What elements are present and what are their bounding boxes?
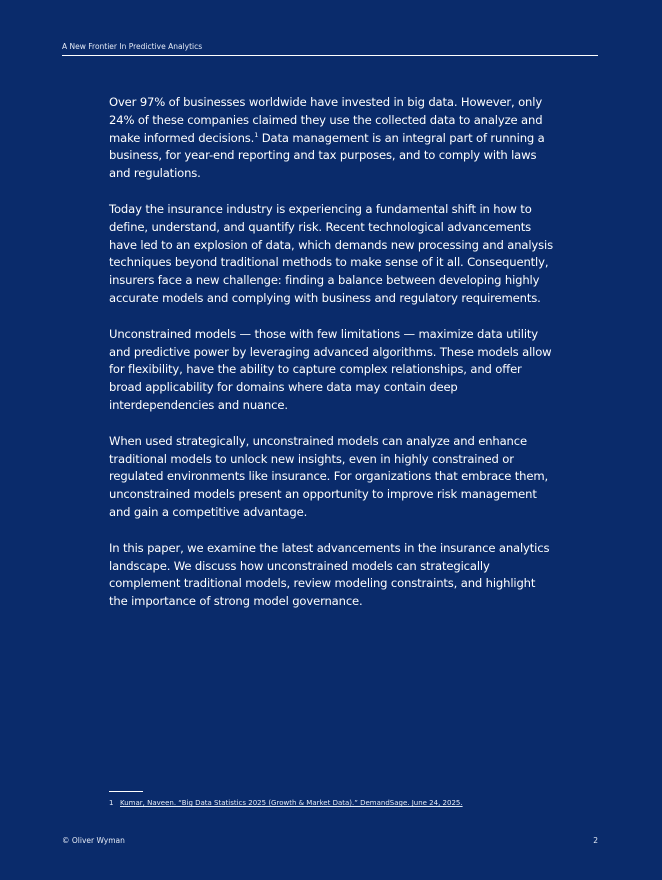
paragraph-4: When used strategically, unconstrained models can analyze and enhance traditional models to unlock new insights, even in highly constrained or regulated environments like insurance. For organizations that embrace them, unconstrained models present an opportunity to improve risk management and gain a competitive advantage. <box>109 433 549 519</box>
paragraph-1-text-cont: Data management is an integral part of running a business, for year-end reporting and tax purposes, and to comply with laws and regulations. <box>109 130 545 181</box>
footnote-ref-1[interactable]: 1 <box>254 130 259 139</box>
paragraph-2: Today the insurance industry is experiencing a fundamental shift in how to define, understand, and quantify risk. Recent technological advancements have led to an explosion of data, which demands new processing and analysis techniques beyond traditional methods to make sense of it all. Consequently, insurers face a new challenge: finding a balance between developing highly accurate models and complying with business and regulatory requirements. <box>109 201 553 305</box>
page-number: 2 <box>593 836 598 845</box>
footnote-divider <box>109 791 143 792</box>
footer-copyright: © Oliver Wyman <box>62 836 125 845</box>
paragraph-5: In this paper, we examine the latest advancements in the insurance analytics landscape. We discuss how unconstrained models can strategically complement traditional models, review modeling constraints, and highlight the importance of strong model governance. <box>109 540 550 609</box>
paragraph-3: Unconstrained models — those with few limitations — maximize data utility and predictive power by leveraging advanced algorithms. These models allow for flexibility, have the ability to capture complex relationships, and offer broad applicability for domains where data may contain deep interdependencies and nuance. <box>109 326 552 412</box>
running-header: A New Frontier In Predictive Analytics <box>62 42 598 56</box>
paragraph-1 <box>109 94 554 183</box>
paragraph-1-text: Over 97% of businesses worldwide have invested in big data. However, only 24% of these companies claimed they use the collected data to analyze and make informed decisions. <box>109 95 543 145</box>
footnote <box>109 799 463 807</box>
footnote-number: 1 <box>109 799 114 807</box>
body-text <box>109 94 554 629</box>
footnote-link[interactable]: Kumar, Naveen. “Big Data Statistics 2025 (Growth & Market Data).” DemandSage. June 24, 2025. <box>120 799 463 807</box>
